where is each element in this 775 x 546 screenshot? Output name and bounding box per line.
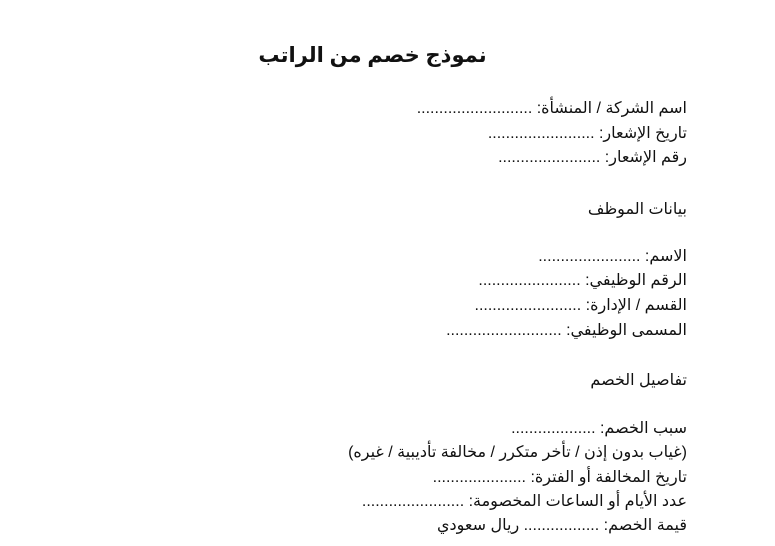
- deduction-section-heading: تفاصيل الخصم: [590, 372, 687, 389]
- document-title: نموذج خصم من الراتب: [258, 44, 487, 67]
- deduction-reason-field: سبب الخصم: ...................: [511, 420, 687, 437]
- company-name-field: اسم الشركة / المنشأة: ..........................: [416, 100, 687, 117]
- deducted-days-field: عدد الأيام أو الساعات المخصومة: .......................: [361, 493, 687, 510]
- employee-id-field: الرقم الوظيفي: .......................: [478, 272, 687, 289]
- employee-name-field: الاسم: .......................: [538, 248, 687, 265]
- deduction-amount-field: قيمة الخصم: ................. ريال سعودي: [437, 517, 687, 534]
- deduction-reason-options: (غياب بدون إذن / تأخر متكرر / مخالفة تأديبية / غيره): [348, 444, 687, 461]
- notice-date-field: تاريخ الإشعار: ........................: [487, 125, 687, 142]
- department-field: القسم / الإدارة: ........................: [474, 297, 687, 314]
- employee-section-heading: بيانات الموظف: [587, 201, 687, 218]
- notice-number-field: رقم الإشعار: .......................: [498, 149, 687, 166]
- violation-date-field: تاريخ المخالفة أو الفترة: .....................: [432, 469, 687, 486]
- job-title-field: المسمى الوظيفي: ..........................: [446, 322, 687, 339]
